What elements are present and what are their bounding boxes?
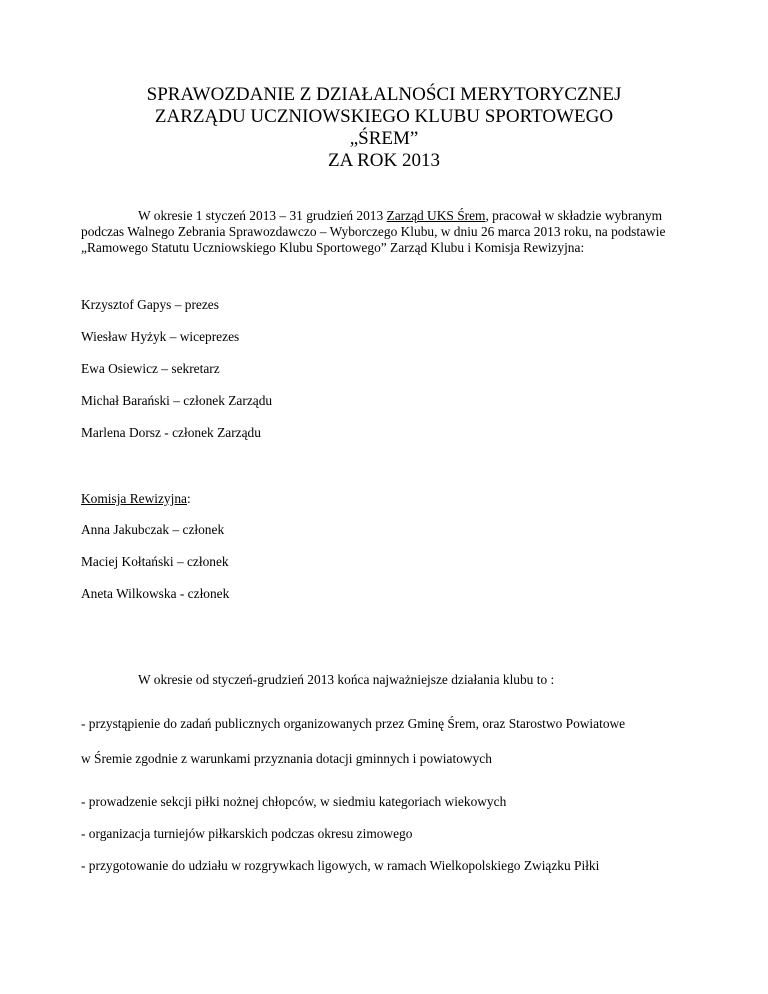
activity-item: - prowadzenie sekcji piłki nożnej chłopców, w siedmiu kategoriach wiekowych	[81, 794, 507, 809]
intro-paragraph	[81, 208, 691, 256]
audit-committee-heading-colon: :	[187, 491, 191, 506]
audit-member-line: Maciej Kołtański – członek	[81, 554, 229, 569]
audit-committee-heading-text: Komisja Rewizyjna	[81, 491, 187, 506]
title-line-2: ZARZĄDU UCZNIOWSKIEGO KLUBU SPORTOWEGO	[154, 106, 614, 127]
document-title	[0, 84, 768, 172]
activity-item-continuation: w Śremie zgodnie z warunkami przyznania dotacji gminnych i powiatowych	[81, 751, 492, 766]
board-member-line: Marlena Dorsz - członek Zarządu	[81, 425, 261, 440]
audit-member-line: Aneta Wilkowska - członek	[81, 586, 230, 601]
board-member-line: Krzysztof Gapys – prezes	[81, 297, 219, 312]
intro-text-start: W okresie 1 styczeń 2013 – 31 grudzień 2013	[138, 208, 387, 223]
intro-text-rest: , pracował w składzie wybranym podczas Walnego Zebrania Sprawozdawczo – Wyborczego Klubu, w dniu 26 marca 2013 roku, na podstawie „Ramowego Statutu Uczniowskiego Klubu Sportowego” Zarząd Klubu i Komisja Rewizyjna:	[81, 208, 666, 255]
audit-committee-heading	[81, 491, 191, 507]
title-line-3: „ŚREM”	[349, 128, 419, 149]
activity-item: - organizacja turniejów piłkarskich podczas okresu zimowego	[81, 826, 413, 841]
title-line-4: ZA ROK 2013	[328, 150, 440, 171]
title-line-1: SPRAWOZDANIE Z DZIAŁALNOŚCI MERYTORYCZNEJ	[146, 84, 622, 105]
activities-intro: W okresie od styczeń-grudzień 2013 końca najważniejsze działania klubu to :	[138, 672, 555, 687]
board-member-line: Michał Barański – członek Zarządu	[81, 393, 273, 408]
board-member-line: Wiesław Hyżyk – wiceprezes	[81, 329, 240, 344]
activity-item: - przygotowanie do udziału w rozgrywkach ligowych, w ramach Wielkopolskiego Związku Piłki	[81, 858, 600, 873]
board-member-line: Ewa Osiewicz – sekretarz	[81, 361, 220, 376]
board-name-underlined: Zarząd UKS Śrem	[386, 208, 486, 223]
audit-member-line: Anna Jakubczak – członek	[81, 522, 225, 537]
activity-item: - przystąpienie do zadań publicznych organizowanych przez Gminę Śrem, oraz Starostwo Powiatowe	[81, 716, 626, 731]
